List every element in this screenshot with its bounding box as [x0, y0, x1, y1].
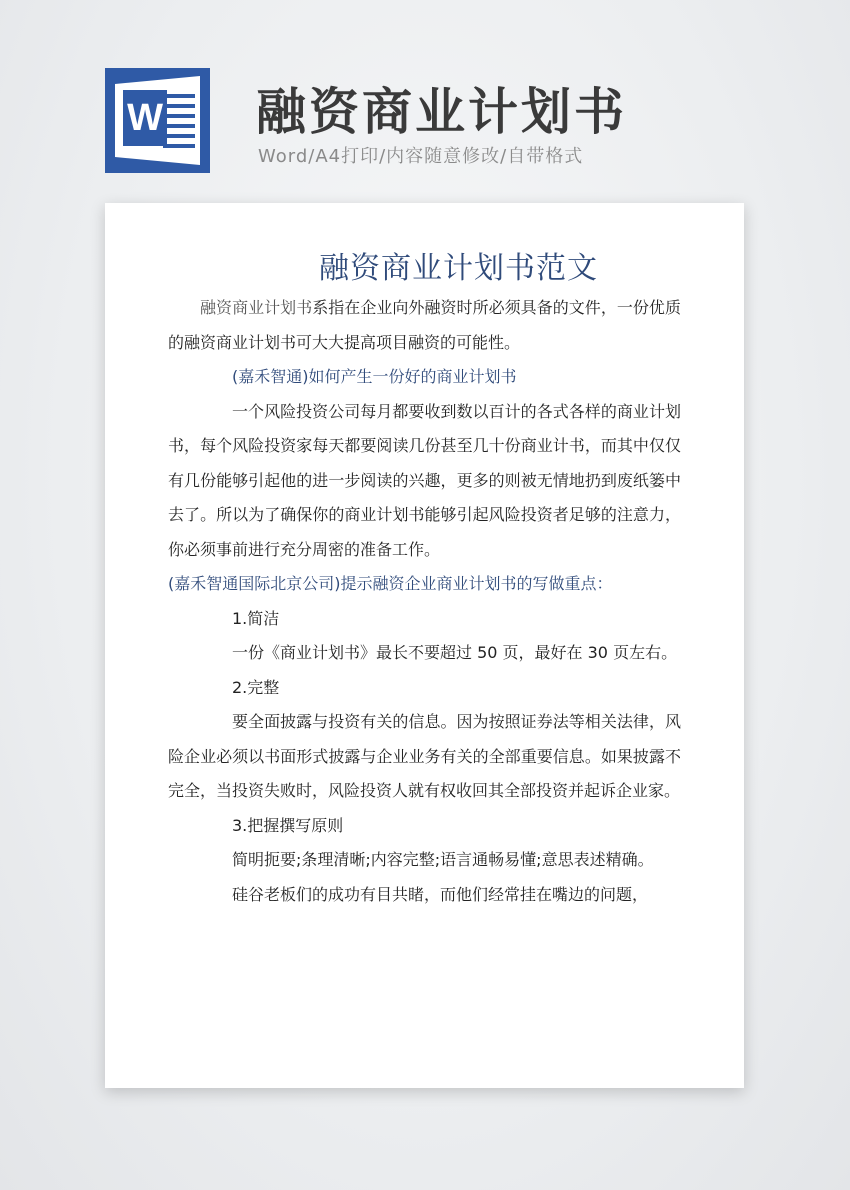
text-lines-icon	[163, 94, 195, 154]
paragraph-body-1: 一个风险投资公司每月都要收到数以百计的各式各样的商业计划书，每个风险投资家每天都要阅读几份甚至几十份商业计书，而其中仅仅有几份能够引起他的进一步阅读的兴趣，更多的则被无情地扔到废纸篓中去了。所以为了确保你的商业计划书能够引起风险投资者足够的注意力，你必须事前进行充分周密的准备工作。	[168, 401, 681, 559]
page-subtitle: Word/A4打印/内容随意修改/自带格式	[258, 146, 584, 167]
paragraph-body-5: 硅谷老板们的成功有目共睹，而他们经常挂在嘴边的问题，	[232, 884, 649, 904]
section-heading-2: (嘉禾智通国际北京公司)提示融资企业商业计划书的写做重点：	[168, 574, 613, 593]
section-heading-1: (嘉禾智通)如何产生一份好的商业计划书	[232, 367, 517, 386]
document-body	[168, 291, 681, 912]
list-heading-1: 1.简洁	[232, 608, 280, 628]
word-app-icon	[105, 68, 210, 173]
paragraph-body-2: 一份《商业计划书》最长不要超过 50 页，最好在 30 页左右。	[232, 643, 678, 662]
paragraph-intro-lead: 融资商业计划书	[200, 298, 313, 317]
paragraph-body-3: 要全面披露与投资有关的信息。因为按照证券法等相关法律，风险企业必须以书面形式披露与企业业务有关的全部重要信息。如果披露不完全，当投资失败时，风险投资人就有权收回其全部投资并起诉企业家。	[168, 712, 681, 800]
list-heading-3: 3.把握撰写原则	[232, 815, 344, 835]
paragraph-intro-text: 系指在企业向外融资时所必须具备的文件，一份优质的融资商业计划书可大大提高项目融资的可能性。	[168, 298, 681, 352]
word-letter-icon: W	[123, 90, 167, 146]
paragraph-body-4: 简明扼要;条理清晰;内容完整;语言通畅易懂;意思表述精确。	[232, 850, 654, 869]
page-title: 融资商业计划书	[256, 83, 627, 141]
document-title: 融资商业计划书范文	[319, 251, 598, 286]
paragraph-intro	[168, 291, 681, 360]
list-heading-2: 2.完整	[232, 677, 280, 697]
document-paper	[105, 203, 744, 1088]
